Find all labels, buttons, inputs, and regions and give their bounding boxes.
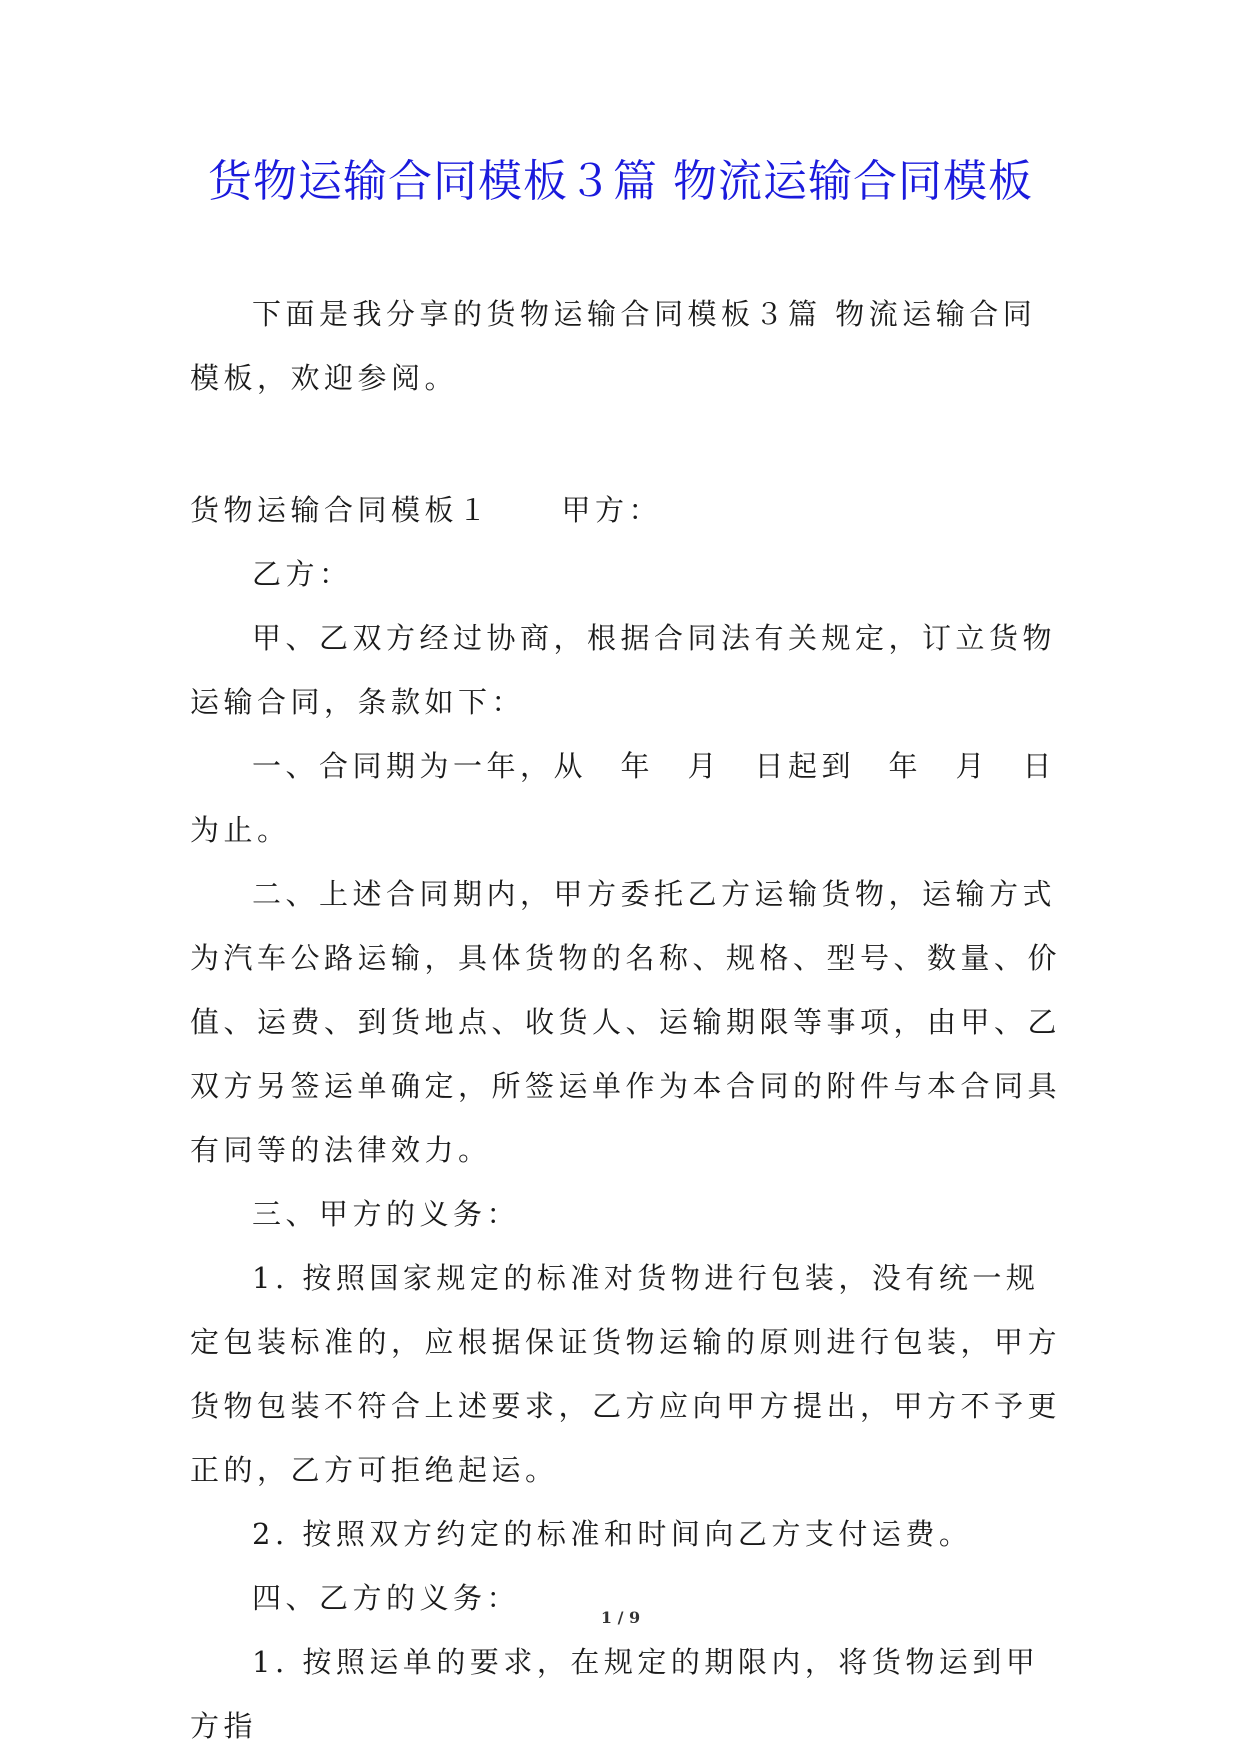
paragraph: 二、上述合同期内，甲方委托乙方运输货物，运输方式为汽车公路运输，具体货物的名称、规格、型号、数量、价值、运费、到货地点、收货人、运输期限等事项，由甲、乙双方另签运单确定，所签运单作为本合同的附件与本合同具有同等的法律效力。 bbox=[190, 877, 1062, 1167]
document-body bbox=[190, 282, 1062, 1758]
party-a-label: 甲方： bbox=[561, 493, 663, 527]
paragraph: 1. 按照运单的要求，在规定的期限内，将货物运到甲方指 bbox=[190, 1645, 1040, 1743]
section-heading: 货物运输合同模板１ bbox=[190, 493, 492, 527]
paragraph: 2. 按照双方约定的标准和时间向乙方支付运费。 bbox=[252, 1517, 973, 1551]
paragraph: 甲、乙双方经过协商，根据合同法有关规定，订立货物运输合同，条款如下： bbox=[190, 621, 1057, 719]
section-heading-line bbox=[190, 478, 1062, 542]
paragraph: 一、合同期为一年，从 年 月 日起到 年 月 日为止。 bbox=[190, 749, 1057, 847]
paragraph: 三、甲方的义务： bbox=[252, 1197, 521, 1231]
paragraph: 四、乙方的义务： bbox=[252, 1581, 521, 1615]
paragraph: 1. 按照国家规定的标准对货物进行包装，没有统一规定包装标准的，应根据保证货物运输的原则进行包装，甲方货物包装不符合上述要求，乙方应向甲方提出，甲方不予更正的，乙方可拒绝起运。 bbox=[190, 1261, 1062, 1487]
document-title: 货物运输合同模板３篇 物流运输合同模板 bbox=[208, 156, 1033, 207]
page-number: 1 / 9 bbox=[600, 1608, 641, 1627]
party-b-label: 乙方： bbox=[252, 557, 353, 591]
intro-paragraph: 下面是我分享的货物运输合同模板３篇 物流运输合同模板，欢迎参阅。 bbox=[190, 297, 1037, 395]
